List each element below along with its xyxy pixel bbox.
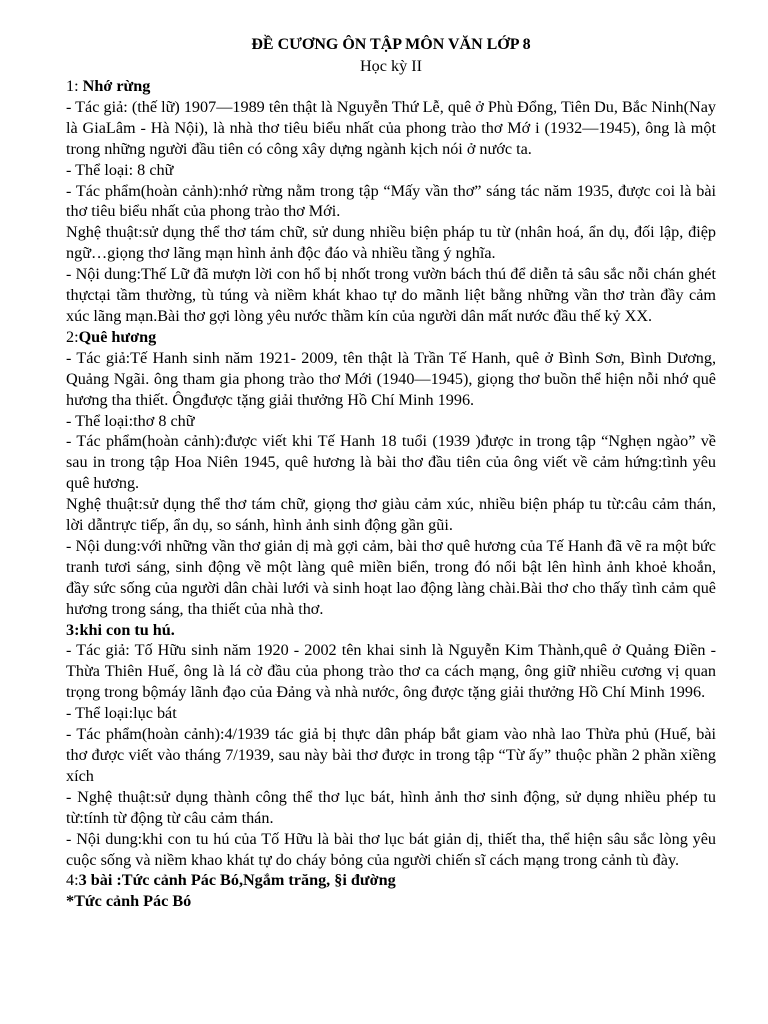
- section-3-heading: [66, 620, 716, 641]
- section-3-author: - Tác giả: Tố Hữu sinh năm 1920 - 2002 tên khai sinh là Nguyễn Kim Thành,quê ở Quảng Điền - Thừa Thiên Huế, ông là lá cờ đầu của phong trào thơ ca cách mạng, ông giữ nhiều cương vị quan trọng trong bộmáy lãnh đạo của Đảng và nhà nước, ông được tặng giải thưởng Hồ Chí Minh 1996.: [66, 641, 716, 702]
- section-2-heading: [66, 327, 716, 348]
- section-1-author: - Tác giả: (thế lữ) 1907—1989 tên thật là Nguyễn Thứ Lễ, quê ở Phù Đổng, Tiên Du, Bắc Ninh(Nay là GiaLâm - Hà Nội), là nhà thơ tiêu biểu nhất của phong trào thơ Mớ i (1932—1945), ông là một trong những người đầu tiên có công xây dựng ngành kịch nói ở nước ta.: [66, 97, 716, 158]
- section-3-title: 3:khi con tu hú.: [66, 620, 175, 639]
- section-3-work: - Tác phẩm(hoàn cảnh):4/1939 tác giả bị thực dân pháp bắt giam vào nhà lao Thừa phủ (Huế, bài thơ được viết vào tháng 7/1939, sau này bài thơ được in trong tập “Từ ấy” thuộc phần 2 phần xiềng xích: [66, 725, 716, 785]
- section-1-art: Nghệ thuật:sử dụng thể thơ tám chữ, sử dung nhiều biện pháp tu từ (nhân hoá, ẩn dụ, đối lập, điệp ngữ…giọng thơ lãng mạn hình ảnh độc đáo và nhiều tầng ý nghĩa.: [66, 223, 716, 263]
- section-1-work: - Tác phẩm(hoàn cảnh):nhớ rừng nằm trong tập “Mấy vần thơ” sáng tác năm 1935, được coi là bài thơ tiêu biểu nhất của phong trào thơ Mới.: [66, 181, 716, 221]
- document-subtitle: Học kỳ II: [359, 57, 423, 75]
- section-2-title: Quê hương: [78, 327, 157, 346]
- section-2-number: 2:: [66, 327, 79, 346]
- section-2-content: - Nội dung:với những vần thơ giản dị mà gợi cảm, bài thơ quê hương của Tế Hanh đã vẽ ra một bức tranh tươi sáng, sinh động về một làng quê miền biển, trong đó nổi bật lên hình ảnh khoẻ khoắn, đầy sức sống của người dân chài lưới và sinh hoạt lao động làng chài.Bài thơ cho thấy tình cảm quê hương trong sáng, tha thiết của nhà thơ.: [66, 536, 716, 618]
- section-4-heading: [66, 870, 716, 891]
- section-4-subheading: [66, 891, 716, 912]
- section-2-author: - Tác giả:Tế Hanh sinh năm 1921- 2009, tên thật là Trần Tế Hanh, quê ở Bình Sơn, Bình Dương, Quảng Ngãi. ông tham gia phong trào thơ Mới (1940—1945), giọng thơ buồn thể hiện nỗi nhớ quê hương tha thiết. Ôngđược tặng giải thưởng Hồ Chí Minh 1996.: [66, 348, 716, 409]
- section-3-genre: - Thể loại:lục bát: [66, 704, 177, 723]
- section-1-heading: [66, 76, 716, 97]
- section-3-art: - Nghệ thuật:sử dụng thành công thể thơ lục bát, hình ảnh thơ sinh động, sử dụng nhiều phép tu từ:tính từ động từ câu cảm thán.: [66, 787, 716, 827]
- section-4-subtitle: *Tức cảnh Pác Bó: [66, 892, 192, 911]
- section-1-title: Nhớ rừng: [82, 77, 151, 95]
- document-title: ĐỀ CƯƠNG ÔN TẬP MÔN VĂN LỚP 8: [251, 36, 531, 53]
- section-4-title: 3 bài :Tức cảnh Pác Bó,Ngắm trăng, §i đường: [78, 871, 396, 890]
- section-2-art: Nghệ thuật:sử dụng thể thơ tám chữ, giọng thơ giàu cảm xúc, nhiều biện pháp tu từ:câu cảm thán, lời dẫntrực tiếp, ẩn dụ, so sánh, hình ảnh sinh động gần gũi.: [66, 495, 716, 535]
- section-2-genre: - Thể loại:thơ 8 chữ: [66, 411, 195, 430]
- section-2-work: - Tác phẩm(hoàn cảnh):được viết khi Tế Hanh 18 tuổi (1939 )được in trong tập “Nghẹn ngào” về sau in trong tập Hoa Niên 1945, quê hương là bài thơ đầu tiên của ông viết về cảm hứng:tình yêu quê hương.: [66, 432, 716, 493]
- section-3-content: - Nội dung:khi con tu hú của Tố Hữu là bài thơ lục bát giản dị, thiết tha, thể hiện sâu sắc lòng yêu cuộc sống và niềm khao khát tự do cháy bỏng của người chiến sĩ cách mạng trong cảnh tù đày.: [66, 829, 716, 869]
- section-1-genre: - Thể loại: 8 chữ: [66, 160, 174, 179]
- section-1-number: 1:: [66, 77, 83, 95]
- section-4-number: 4:: [66, 871, 79, 890]
- section-1-content: - Nội dung:Thế Lữ đã mượn lời con hổ bị nhốt trong vườn bách thú để diễn tả sâu sắc nỗi chán ghét thựctại tầm thường, tù túng và niềm khát khao tự do mãnh liệt bằng những vần thơ tràn đầy cảm xúc lãng mạn.Bài thơ gợi lòng yêu nước thầm kín của người dân mất nước đầu thế kỷ XX.: [66, 265, 716, 325]
